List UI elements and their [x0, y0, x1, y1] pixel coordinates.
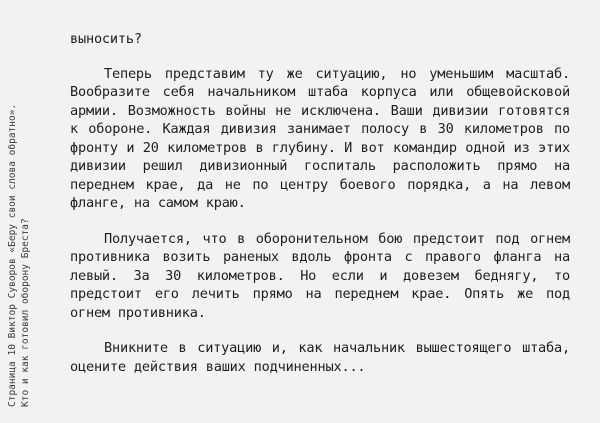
paragraph-1: выносить? [70, 31, 142, 47]
side-caption-line-2: Кто и как готовил оборону Бреста? [20, 218, 31, 407]
paragraph-2: Теперь представим ту же ситуацию, но уменьшим масштаб. Вообразите себя начальником штаба корпуса или общевойсковой армии. Возможность войны не исключена. Ваши дивизии готовятся к обороне. Каждая дивизия занимает полосу в 30 километров по фронту и 20 километров в глубину. И вот командир одной из этих дивизии решил дивизионный госпиталь расположить прямо на переднем крае, да не по центру боевого порядка, а на левом фланге, на самом краю. [70, 65, 570, 211]
side-caption [6, 7, 32, 407]
paragraph-3: Получается, что в оборонительном бою предстоит под огнем противника возить раненых вдоль фронта с правого фланга на левый. За 30 километров. Но если и довезем беднягу, то предстоит его лечить прямо на переднем крае. Опять же под огнем противника. [70, 230, 570, 321]
paragraph-4: Вникните в ситуацию и, как начальник вышестоящего штаба, оцените действия ваших подчиненных... [70, 340, 570, 375]
body-text [70, 30, 570, 393]
side-caption-line-1: Страница 10 Виктор Суворов «Беру свои слова обратно». [7, 103, 18, 407]
